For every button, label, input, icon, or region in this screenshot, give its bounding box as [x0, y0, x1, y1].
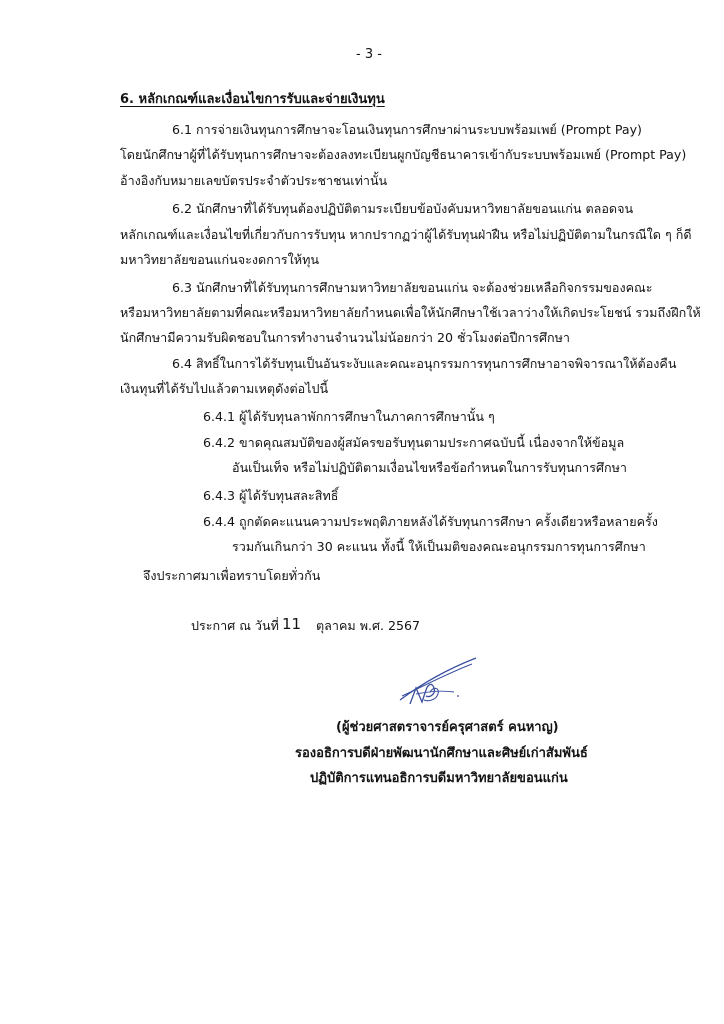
- item-6-4-2-line-2: อันเป็นเท็จ หรือไม่ปฏิบัติตามเงื่อนไขหรือข้อกำหนดในการรับทุนการศึกษา: [232, 460, 628, 475]
- item-6-4-3: 6.4.3 ผู้ได้รับทุนสละสิทธิ์: [203, 488, 339, 503]
- paragraph-6-2-line-1: 6.2 นักศึกษาที่ได้รับทุนต้องปฏิบัติตามระเบียบข้อบังคับมหาวิทยาลัยขอนแก่น ตลอดจน: [172, 201, 634, 216]
- signer-title-1: รองอธิการบดีฝ่ายพัฒนานักศึกษาและศิษย์เก่าสัมพันธ์: [295, 746, 588, 761]
- paragraph-6-3-line-1: 6.3 นักศึกษาที่ได้รับทุนการศึกษามหาวิทยาลัยขอนแก่น จะต้องช่วยเหลือกิจกรรมของคณะ: [172, 280, 653, 295]
- section-heading: 6. หลักเกณฑ์และเงื่อนไขการรับและจ่ายเงินทุน: [120, 92, 385, 107]
- paragraph-6-3-line-2: หรือมหาวิทยาลัยตามที่คณะหรือมหาวิทยาลัยกำหนดเพื่อให้นักศึกษาใช้เวลาว่างให้เกิดประโยชน์ รวมถึงฝึกให้: [120, 305, 701, 320]
- paragraph-6-1-line-2: โดยนักศึกษาผู้ที่ได้รับทุนการศึกษาจะต้องลงทะเบียนผูกบัญชีธนาคารเข้ากับระบบพร้อมเพย์ (Prompt Pay): [120, 147, 687, 162]
- item-6-4-2-line-1: 6.4.2 ขาดคุณสมบัติของผู้สมัครขอรับทุนตามประกาศฉบับนี้ เนื่องจากให้ข้อมูล: [203, 435, 625, 450]
- announce-day: 11: [282, 615, 302, 633]
- paragraph-6-1-line-3: อ้างอิงกับหมายเลขบัตรประจำตัวประชาชนเท่านั้น: [120, 173, 388, 188]
- signer-name: (ผู้ช่วยศาสตราจารย์ครุศาสตร์ คนหาญ): [336, 720, 559, 735]
- announce-month-year: ตุลาคม พ.ศ. 2567: [316, 618, 421, 633]
- paragraph-6-2-line-2: หลักเกณฑ์และเงื่อนไขที่เกี่ยวกับการรับทุน หากปรากฏว่าผู้ได้รับทุนฝ่าฝืน หรือไม่ปฏิบัติตามในกรณีใด ๆ ก็ดี: [120, 227, 692, 242]
- paragraph-6-2-line-3: มหาวิทยาลัยขอนแก่นจะงดการให้ทุน: [120, 252, 320, 267]
- announce-label: ประกาศ ณ วันที่: [191, 618, 279, 633]
- paragraph-6-4-line-2: เงินทุนที่ได้รับไปแล้วตามเหตุดังต่อไปนี้: [120, 381, 329, 396]
- signature-image: [396, 652, 480, 708]
- item-6-4-4-line-1: 6.4.4 ถูกตัดคะแนนความประพฤติภายหลังได้รับทุนการศึกษา ครั้งเดียวหรือหลายครั้ง: [203, 514, 658, 529]
- item-6-4-4-line-2: รวมกันเกินกว่า 30 คะแนน ทั้งนี้ ให้เป็นมติของคณะอนุกรรมการทุนการศึกษา: [232, 539, 646, 554]
- signer-title-2: ปฏิบัติการแทนอธิการบดีมหาวิทยาลัยขอนแก่น: [310, 771, 568, 786]
- paragraph-6-1-line-1: 6.1 การจ่ายเงินทุนการศึกษาจะโอนเงินทุนการศึกษาผ่านระบบพร้อมเพย์ (Prompt Pay): [172, 122, 642, 137]
- paragraph-6-3-line-3: นักศึกษามีความรับผิดชอบในการทำงานจำนวนไม่น้อยกว่า 20 ชั่วโมงต่อปีการศึกษา: [120, 330, 570, 345]
- closing-statement: จึงประกาศมาเพื่อทราบโดยทั่วกัน: [143, 568, 321, 583]
- page-number: - 3 -: [356, 47, 382, 62]
- paragraph-6-4-line-1: 6.4 สิทธิ์ในการได้รับทุนเป็นอันระงับและคณะอนุกรรมการทุนการศึกษาอาจพิจารณาให้ต้องคืน: [172, 356, 677, 371]
- item-6-4-1: 6.4.1 ผู้ได้รับทุนลาพักการศึกษาในภาคการศึกษานั้น ๆ: [203, 409, 495, 424]
